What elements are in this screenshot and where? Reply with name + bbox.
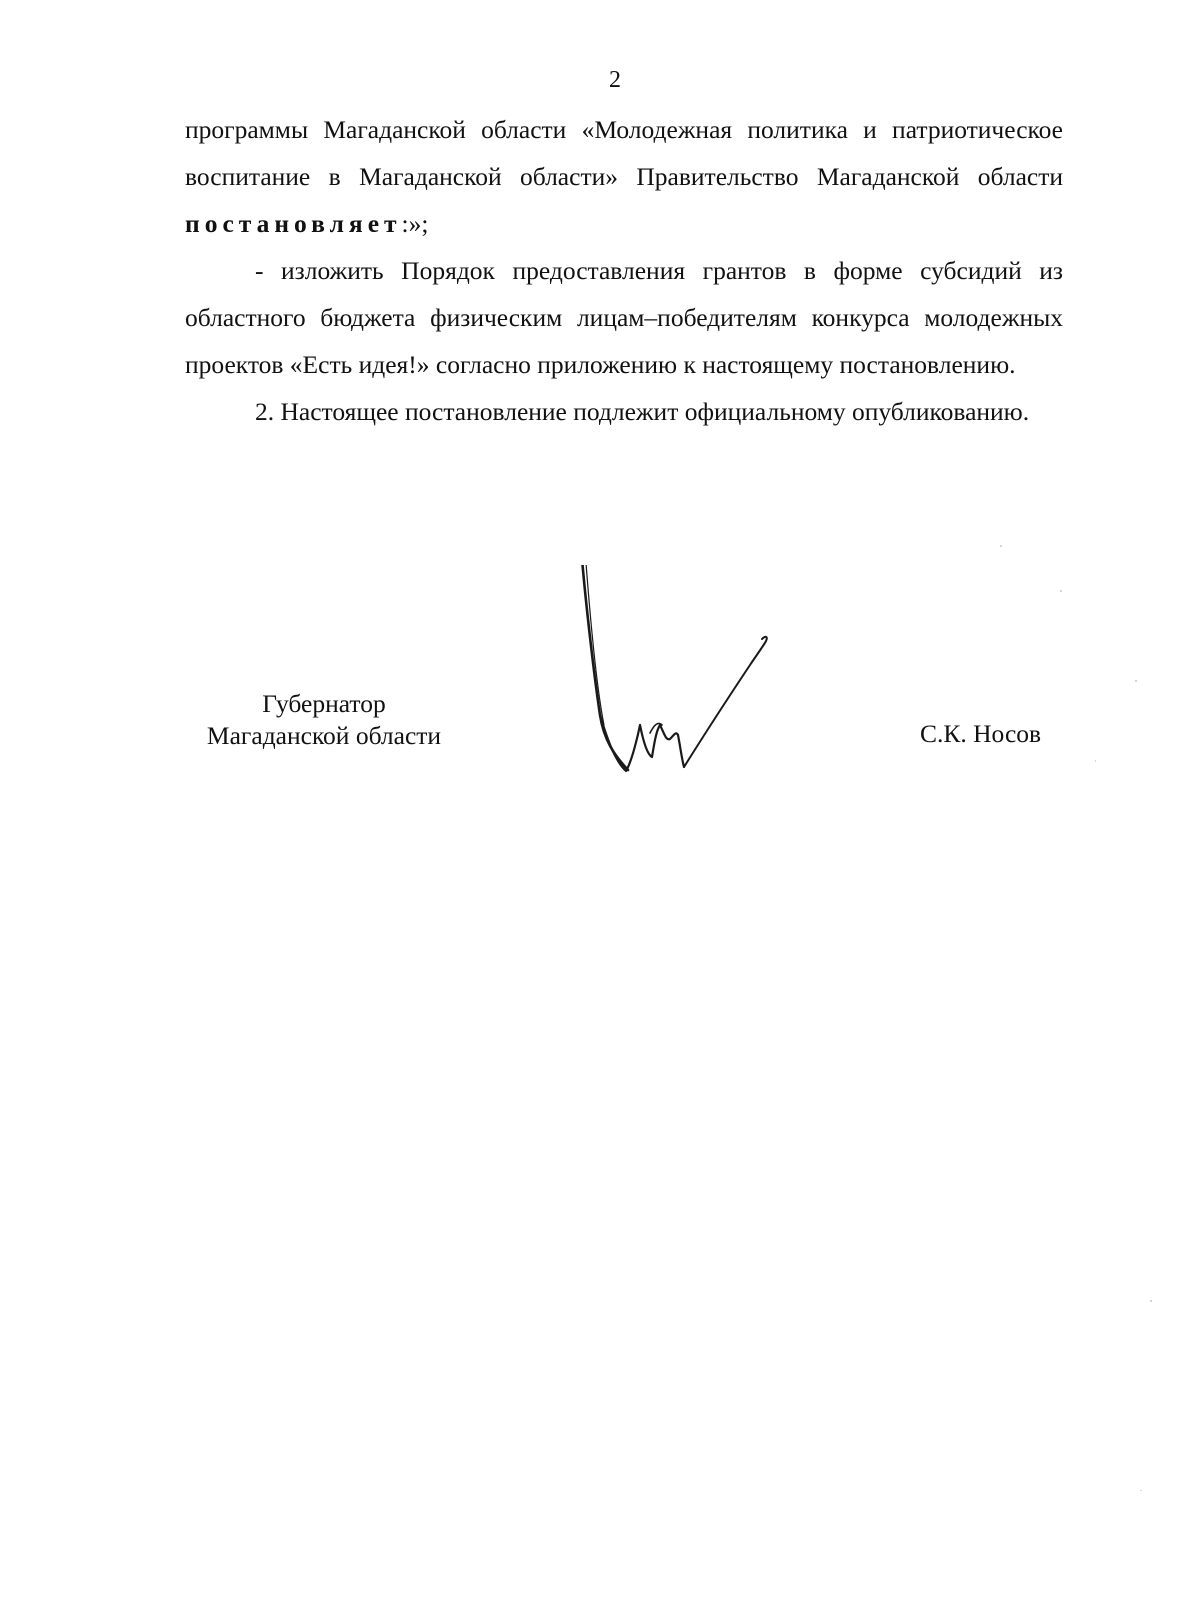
scan-speck — [1060, 590, 1062, 592]
paragraph-1-tail: :»; — [401, 209, 429, 238]
document-body — [185, 106, 1063, 435]
paragraph-3: 2. Настоящее постановление подлежит официальному опубликованию. — [255, 397, 1030, 426]
scan-speck — [1000, 545, 1002, 547]
scan-speck — [1140, 1490, 1142, 1491]
signatory-title-line-2: Магаданской области — [206, 721, 442, 750]
scan-speck — [1095, 760, 1096, 762]
scan-speck — [1150, 1300, 1152, 1302]
paragraph-2: - изложить Порядок предоставления грантов в форме субсидий из областного бюджета физическим лицам–победителям конкурса молодежных проектов «Есть идея!» согласно приложению к настоящему постановлению. — [185, 256, 1063, 379]
scan-speck — [1135, 680, 1137, 682]
page-number: 2 — [609, 67, 621, 93]
paragraph-1 — [185, 106, 1063, 247]
signatory-title — [194, 688, 454, 752]
handwritten-signature — [580, 565, 800, 805]
signatory-name: С.К. Носов — [920, 719, 1042, 748]
signatory-title-line-1: Губернатор — [262, 689, 386, 718]
paragraph-1-text: программы Магаданской области «Молодежная политика и патриотическое воспитание в Магаданской области» Правительство Магаданской области — [185, 115, 1063, 191]
decree-keyword: постановляет — [185, 209, 402, 238]
